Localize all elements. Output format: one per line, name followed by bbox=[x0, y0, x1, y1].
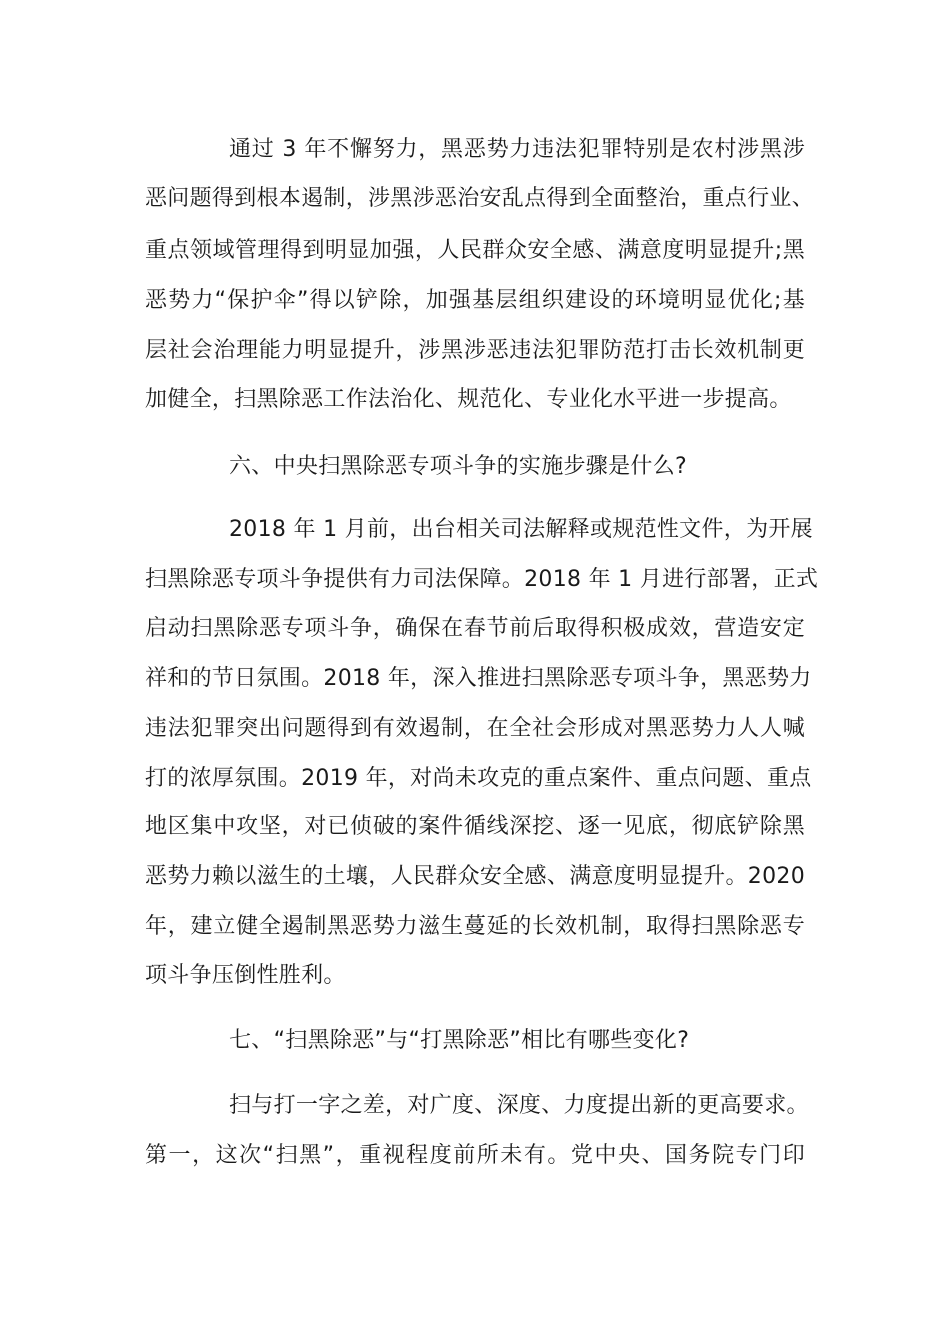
paragraph-1-line-1: 通过 3 年不懈努力，黑恶势力违法犯罪特别是农村涉黑涉 bbox=[229, 137, 805, 162]
paragraph-3-line-8: 恶势力赖以滋生的土壤，人民群众安全感、满意度明显提升。2020 bbox=[145, 864, 805, 889]
section-heading-7: 七、“扫黑除恶”与“打黑除恶”相比有哪些变化? bbox=[229, 1028, 690, 1053]
paragraph-1-line-3: 重点领域管理得到明显加强，人民群众安全感、满意度明显提升;黑 bbox=[145, 238, 805, 263]
paragraph-3-line-7: 地区集中攻坚，对已侦破的案件循线深挖、逐一见底，彻底铲除黑 bbox=[145, 814, 805, 839]
paragraph-3-line-2: 扫黑除恶专项斗争提供有力司法保障。2018 年 1 月进行部署，正式 bbox=[145, 567, 819, 592]
paragraph-1-line-5: 层社会治理能力明显提升，涉黑涉恶违法犯罪防范打击长效机制更 bbox=[145, 338, 805, 363]
paragraph-1-line-6: 加健全，扫黑除恶工作法治化、规范化、专业化水平进一步提高。 bbox=[145, 387, 792, 412]
paragraph-5-line-2: 第一，这次“扫黑”，重视程度前所未有。党中央、国务院专门印 bbox=[145, 1143, 805, 1168]
paragraph-3-line-9: 年，建立健全遏制黑恶势力滋生蔓延的长效机制，取得扫黑除恶专 bbox=[145, 914, 805, 939]
paragraph-3-line-1: 2018 年 1 月前，出台相关司法解释或规范性文件，为开展 bbox=[229, 517, 813, 542]
paragraph-3-line-5: 违法犯罪突出问题得到有效遏制，在全社会形成对黑恶势力人人喊 bbox=[145, 716, 805, 741]
paragraph-5-line-1: 扫与打一字之差，对广度、深度、力度提出新的更高要求。 bbox=[229, 1093, 809, 1118]
paragraph-3-line-6: 打的浓厚氛围。2019 年，对尚未攻克的重点案件、重点问题、重点 bbox=[145, 766, 812, 791]
paragraph-3-line-3: 启动扫黑除恶专项斗争，确保在春节前后取得积极成效，营造安定 bbox=[145, 616, 805, 641]
paragraph-1-line-2: 恶问题得到根本遏制，涉黑涉恶治安乱点得到全面整治，重点行业、 bbox=[145, 186, 815, 211]
paragraph-3-line-10: 项斗争压倒性胜利。 bbox=[145, 963, 346, 988]
paragraph-1-line-4: 恶势力“保护伞”得以铲除，加强基层组织建设的环境明显优化;基 bbox=[145, 288, 805, 313]
section-heading-6: 六、中央扫黑除恶专项斗争的实施步骤是什么? bbox=[229, 454, 687, 479]
paragraph-3-line-4: 祥和的节日氛围。2018 年，深入推进扫黑除恶专项斗争，黑恶势力 bbox=[145, 666, 812, 691]
